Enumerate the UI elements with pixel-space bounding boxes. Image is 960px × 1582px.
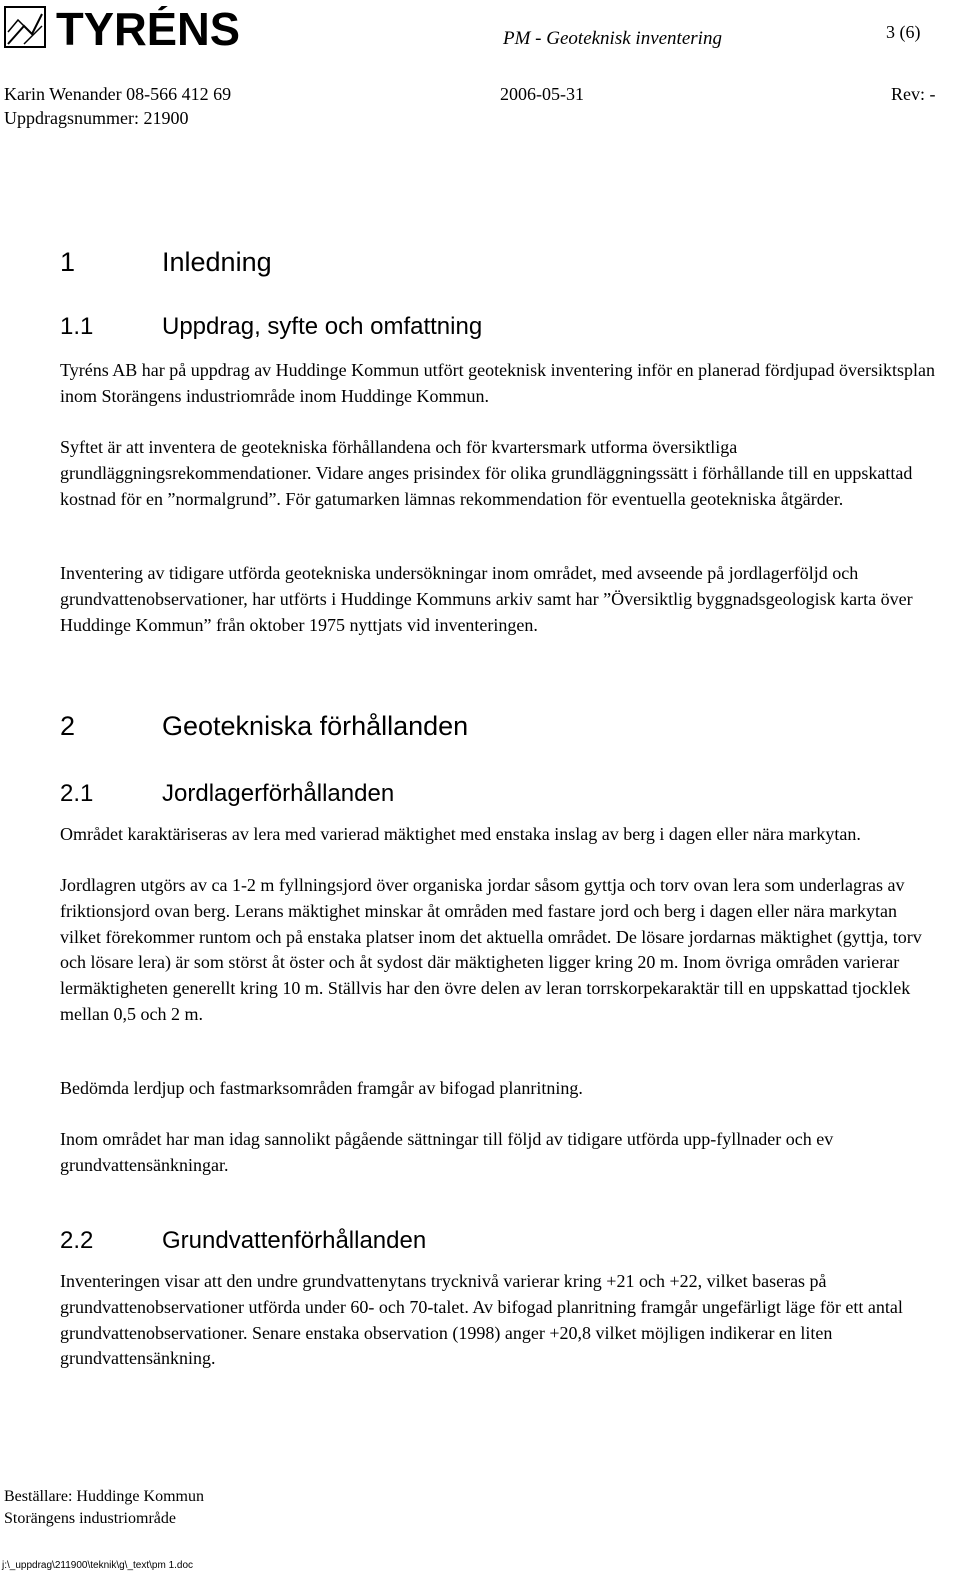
paragraph-groundwater: Inventeringen visar att den undre grundvattenytans trycknivå varierar kring +21 och +22, vilket baseras på grundvattenobservationer utförda under 60- och 70-talet. Av bifogad planritning framgår ungefärligt läge för ett antal grundvattenobservationer. Senare enstaka observation (1998) anger +20,8 vilket möjligen indikerar en liten grundvattensänkning. [60, 1271, 903, 1369]
author-contact: Karin Wenander 08-566 412 69 [4, 84, 232, 104]
heading-1-1 [60, 313, 482, 341]
paragraph-settlements: Inom området har man idag sannolikt pågående sättningar till följd av tidigare utförda upp-fyllnader och ev grundvattensänkningar. [60, 1129, 834, 1175]
document-title: PM - Geoteknisk inventering [503, 28, 722, 49]
paragraph-assignment: Tyréns AB har på uppdrag av Huddinge Kommun utfört geoteknisk inventering inför en planerad fördjupad översiktsplan inom Storängens industriområde inom Huddinge Kommun. [60, 360, 936, 406]
heading-number: 2.1 [60, 780, 94, 807]
heading-2-2 [60, 1227, 426, 1255]
paragraph-purpose: Syftet är att inventera de geotekniska förhållandena och för kvartersmark utforma översiktliga grundläggningsrekommendationer. Vidare anges prisindex för olika grundläggningssätt i förhållande till en uppskattad kostnad för en ”normalgrund”. För gatumarken lämnas rekommendation för eventuella geotekniska åtgärder. [60, 437, 913, 509]
heading-2-1 [60, 780, 394, 808]
footer-file-path: j:\_uppdrag\211900\teknik\g\_text\pm 1.doc [2, 1560, 194, 1571]
assignment-number: Uppdragsnummer: 21900 [4, 108, 189, 128]
heading-text: Uppdrag, syfte och omfattning [162, 313, 483, 340]
footer-area: Storängens industriområde [4, 1510, 176, 1527]
heading-number: 2.2 [60, 1227, 94, 1254]
logo-text: TYRÉNS [56, 6, 240, 48]
page-number: 3 (6) [886, 22, 921, 42]
paragraph-area-character: Området karaktäriseras av lera med varierad mäktighet med enstaka inslag av berg i dagen eller nära markytan. [60, 824, 861, 844]
paragraph-inventory: Inventering av tidigare utförda geotekniska undersökningar inom området, med avseende på jordlagerföljd och grundvattenobservationer, har utförts i Huddinge Kommuns arkiv samt har ”Översiktlig byggnadsgeologisk karta över Huddinge Kommun” från oktober 1975 nyttjats vid inventeringen. [60, 563, 913, 635]
paragraph-clay-depth: Bedömda lerdjup och fastmarksområden framgår av bifogad planritning. [60, 1078, 583, 1098]
document-date: 2006-05-31 [500, 84, 584, 104]
paragraph-soil-layers: Jordlagren utgörs av ca 1-2 m fyllningsjord över organiska jordar såsom gyttja och torv ovan lera som underlagras av friktionsjord ovan berg. Lerans mäktighet minskar åt områden med fastare jord och berg i dagen eller nära markytan vilket förekommer runtom och på enstaka platser inom det aktuella området. De lösare jordarnas mäktighet (gyttja, torv och lösare lera) är som störst åt öster och åt sydost där mäktigheten ligger kring 20 m. Inom övriga områden varierar lermäktigheten generellt kring 10 m. Ställvis har den övre delen av leran torrskorpekaraktär till en uppskattad tjocklek mellan 0,5 och 2 m. [60, 875, 922, 1024]
logo-mark-icon [4, 6, 240, 48]
heading-number: 1.1 [60, 313, 94, 340]
heading-text: Geotekniska förhållanden [162, 711, 469, 741]
heading-text: Jordlagerförhållanden [162, 780, 395, 807]
heading-number: 2 [60, 711, 76, 741]
heading-2 [60, 711, 468, 742]
heading-number: 1 [60, 247, 76, 277]
revision-label: Rev: - [891, 84, 936, 104]
footer-client: Beställare: Huddinge Kommun [4, 1488, 204, 1505]
company-logo [4, 6, 240, 48]
heading-text: Grundvattenförhållanden [162, 1227, 427, 1254]
heading-text: Inledning [162, 247, 272, 277]
heading-1 [60, 247, 272, 278]
